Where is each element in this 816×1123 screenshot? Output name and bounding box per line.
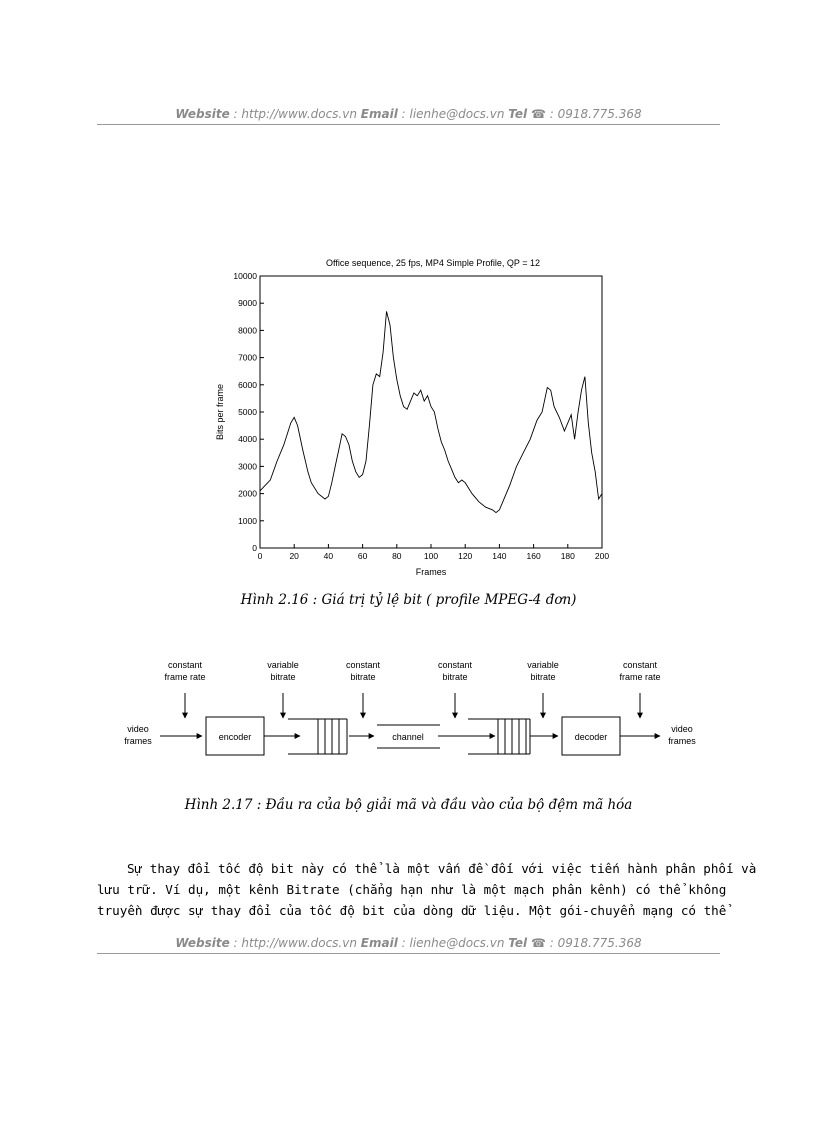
- header-rule-top: [97, 124, 720, 125]
- y-tick-label: 1000: [238, 515, 257, 526]
- tel-value: : 0918.775.368: [545, 107, 642, 121]
- x-tick-label: 20: [289, 551, 299, 561]
- x-tick-label: 160: [526, 551, 541, 561]
- label-variable-bitrate-2: variable bitrate: [527, 660, 559, 682]
- label-constant-frame-rate-1: constant frame rate: [164, 660, 206, 682]
- figure-217-caption: Hình 2.17 : Đầu ra của bộ giải mã và đầu vào của bộ đệm mã hóa: [184, 797, 633, 813]
- plot-frame: [260, 276, 602, 548]
- tel-value: : 0918.775.368: [545, 936, 642, 950]
- page-header-bottom: [97, 936, 720, 950]
- header-rule-bottom: [97, 953, 720, 954]
- website-label: Website: [175, 936, 230, 950]
- buffer-diagram: [120, 650, 710, 765]
- y-tick-label: 2000: [238, 488, 257, 499]
- paragraph-line-1: Sự thay đổi tốc độ bit này có thể là một vấn đề đối với việc tiến hành phân phối và: [127, 861, 757, 876]
- email-label: Email: [360, 936, 398, 950]
- y-tick-label: 4000: [238, 434, 257, 445]
- label-constant-frame-rate-2: constant frame rate: [619, 660, 661, 682]
- y-tick-label: 0: [252, 543, 257, 553]
- x-tick-label: 120: [458, 551, 473, 561]
- y-tick-label: 8000: [238, 325, 257, 336]
- channel-label: channel: [392, 732, 424, 742]
- tel-label: Tel: [508, 936, 528, 950]
- label-constant-bitrate-1: constant bitrate: [345, 660, 381, 682]
- x-tick-label: 140: [492, 551, 507, 561]
- y-tick-label: 6000: [238, 379, 257, 390]
- phone-icon: ☎: [531, 936, 546, 950]
- x-tick-label: 40: [323, 551, 334, 561]
- y-tick-label: 3000: [238, 461, 257, 472]
- tel-label: Tel: [508, 107, 528, 121]
- y-tick-label: 5000: [238, 407, 257, 417]
- chart-title: Office sequence, 25 fps, MP4 Simple Profile, QP = 12: [325, 258, 541, 268]
- label-video-frames-in: video frames: [124, 724, 152, 746]
- x-tick-label: 80: [392, 551, 402, 561]
- body-paragraph: [97, 858, 757, 921]
- y-tick-label: 7000: [238, 352, 257, 363]
- y-tick-label: 10000: [233, 271, 257, 281]
- website-value: : http://www.docs.vn: [229, 107, 361, 121]
- label-variable-bitrate-1: variable bitrate: [267, 660, 299, 682]
- label-video-frames-out: video frames: [668, 724, 696, 746]
- bitrate-chart: [205, 250, 620, 585]
- encoder-label: encoder: [218, 732, 252, 742]
- email-value: : lienhe@docs.vn: [397, 107, 509, 121]
- label-constant-bitrate-2: constant bitrate: [437, 660, 473, 682]
- x-axis: [258, 544, 610, 561]
- y-axis: [233, 271, 264, 553]
- page-header-top: [97, 107, 720, 121]
- x-tick-label: 200: [594, 551, 610, 561]
- paragraph-line-3: truyền được sự thay đổi của tốc độ bit của dòng dữ liệu. Một gói-chuyển mạng có thể: [97, 903, 727, 918]
- decoder-label: decoder: [574, 732, 608, 742]
- x-tick-label: 180: [560, 551, 575, 561]
- series-line: [260, 311, 602, 512]
- website-value: : http://www.docs.vn: [229, 936, 361, 950]
- website-label: Website: [175, 107, 230, 121]
- x-tick-label: 60: [357, 551, 368, 561]
- email-value: : lienhe@docs.vn: [397, 936, 509, 950]
- x-tick-label: 0: [257, 551, 263, 561]
- x-axis-label: Frames: [415, 567, 447, 577]
- email-label: Email: [360, 107, 398, 121]
- y-axis-label: Bits per frame: [215, 383, 225, 441]
- y-tick-label: 9000: [238, 298, 257, 309]
- figure-216-caption: Hình 2.16 : Giá trị tỷ lệ bit ( profile MPEG-4 đơn): [240, 592, 577, 608]
- paragraph-line-2: lưu trữ. Ví dụ, một kênh Bitrate (chẳng hạn như là một mạch phân kênh) có thể không: [97, 882, 727, 897]
- x-tick-label: 100: [423, 551, 439, 561]
- phone-icon: ☎: [531, 107, 546, 121]
